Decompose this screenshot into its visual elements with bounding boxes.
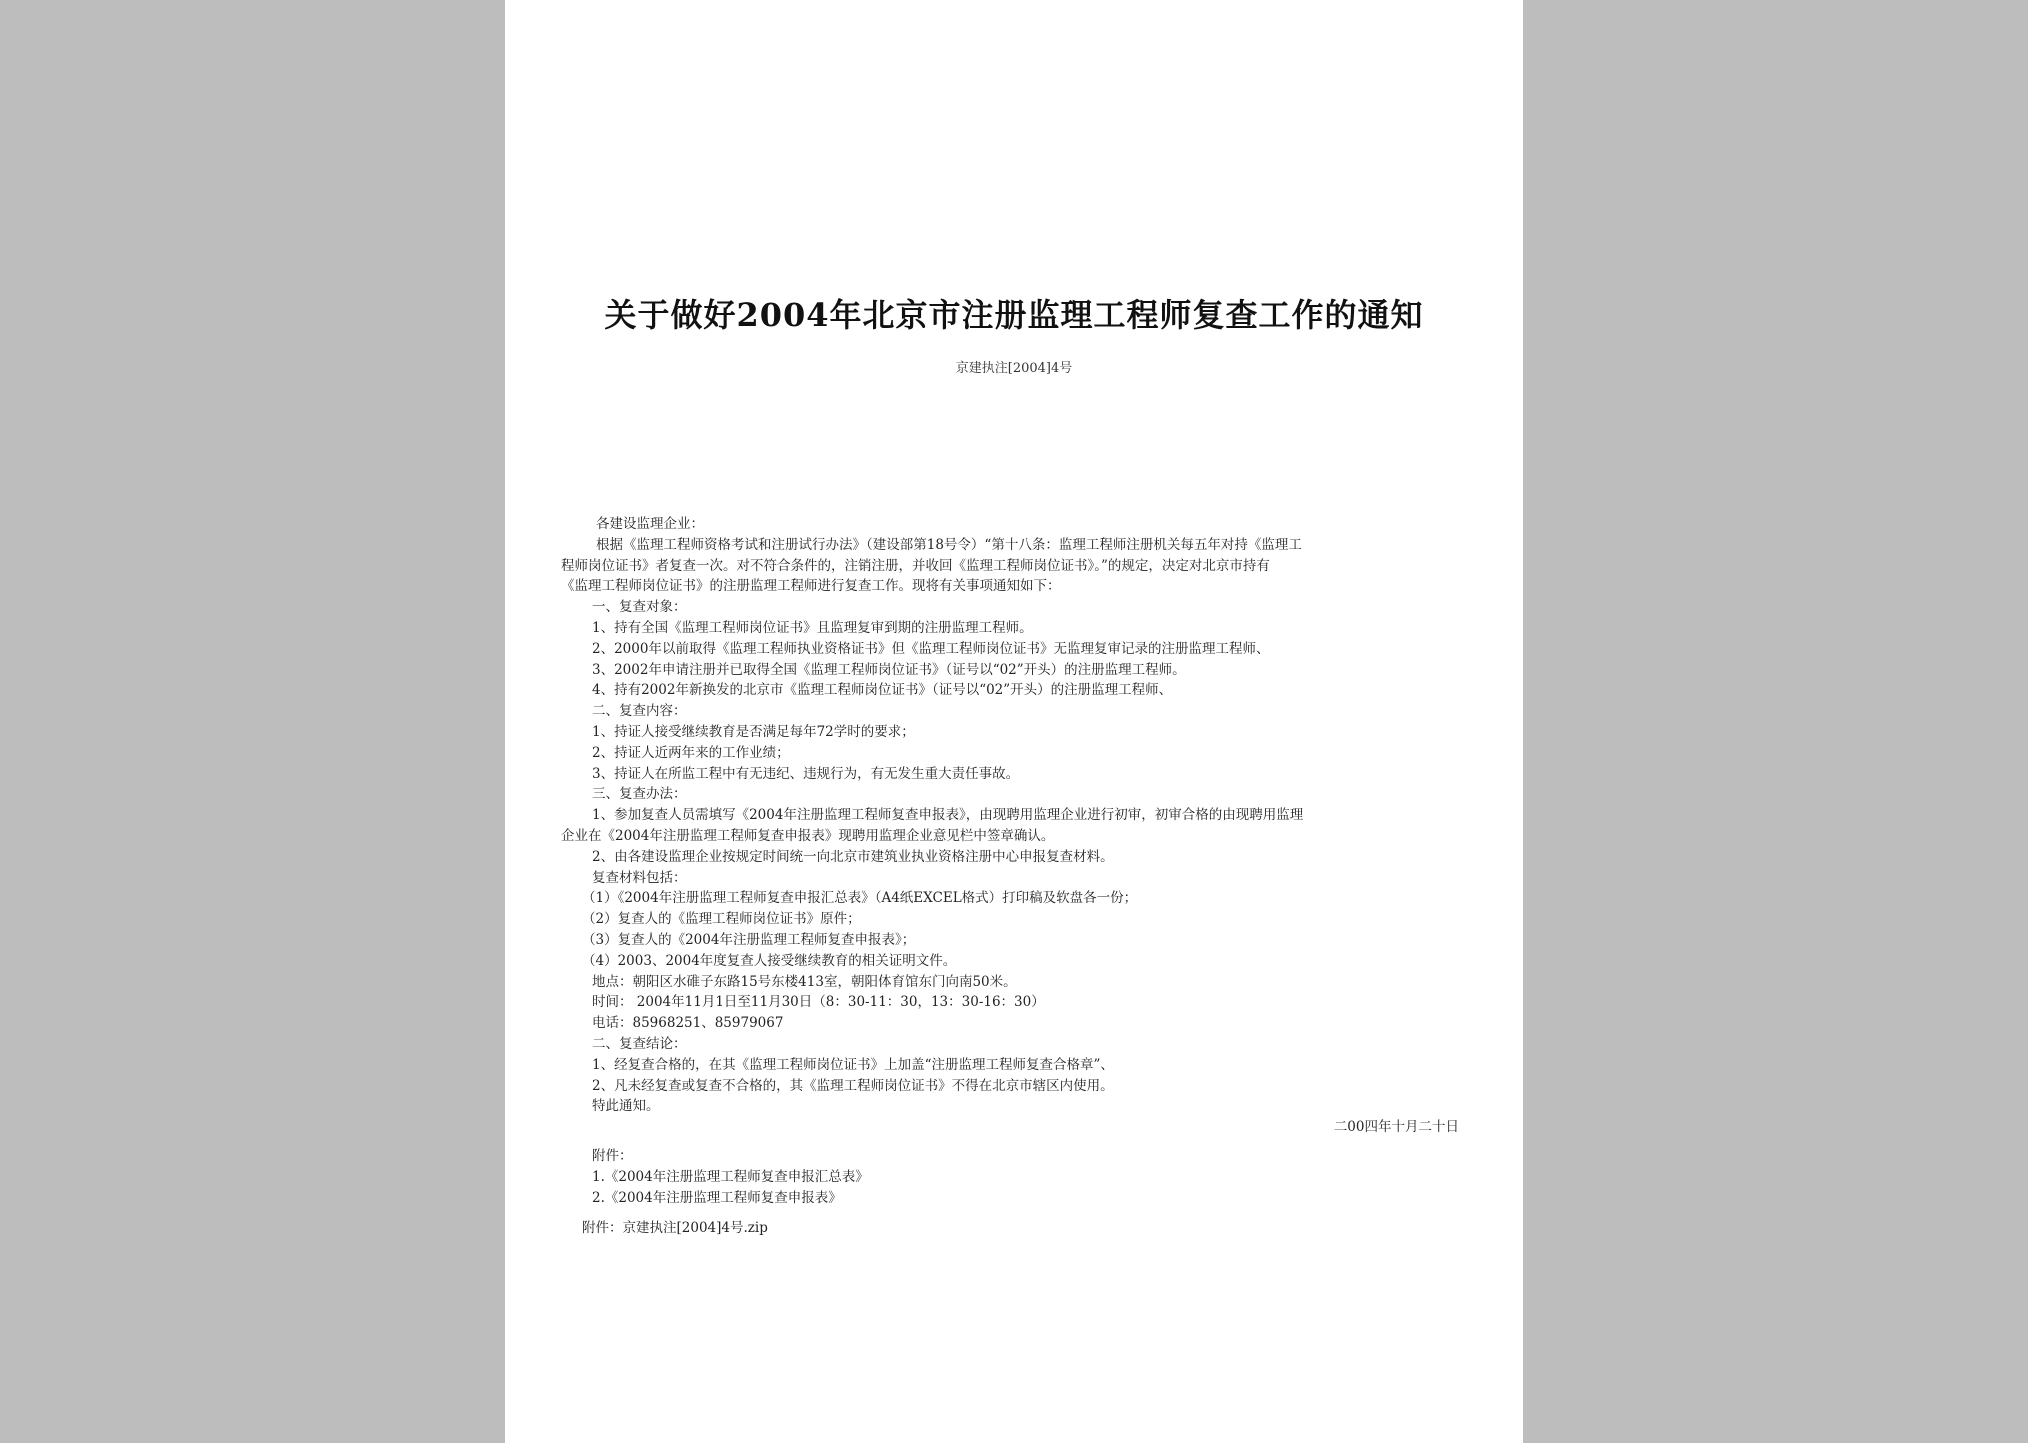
salutation: 各建设监理企业： <box>596 516 704 532</box>
section-heading: 二、复查结论： <box>592 1035 687 1052</box>
list-item: 2、2000年以前取得《监理工程师执业资格证书》但《监理工程师岗位证书》无监理复审记录的注册监理工程师、 <box>592 640 1270 657</box>
document-page <box>505 0 1523 1443</box>
list-item: 3、2002年申请注册并已取得全国《监理工程师岗位证书》（证号以“02”开头）的注册监理工程师。 <box>592 661 1186 678</box>
list-item: 1、持证人接受继续教育是否满足每年72学时的要求； <box>592 723 915 740</box>
document-number: 京建执注[2004]4号 <box>955 361 1073 376</box>
list-item: 企业在《2004年注册监理工程师复查申报表》现聘用监理企业意见栏中签章确认。 <box>561 827 1055 844</box>
intro-line: 程师岗位证书》者复查一次。对不符合条件的，注销注册，并收回《监理工程师岗位证书》。”的规定，决定对北京市持有 <box>561 557 1270 574</box>
list-item: 3、持证人在所监工程中有无违纪、违规行为，有无发生重大责任事故。 <box>592 765 1020 782</box>
location: 地点：朝阳区水碓子东路15号东楼413室，朝阳体育馆东门向南50米。 <box>592 973 1017 990</box>
attachments-heading: 附件： <box>592 1147 633 1164</box>
file-attachment-link[interactable]: 附件：京建执注[2004]4号.zip <box>582 1220 768 1237</box>
section-heading: 三、复查办法： <box>592 786 687 803</box>
document-title: 关于做好2004年北京市注册监理工程师复查工作的通知 <box>604 296 1424 334</box>
list-item: 1、持有全国《监理工程师岗位证书》且监理复审到期的注册监理工程师。 <box>592 619 1033 636</box>
closing: 特此通知。 <box>592 1098 660 1115</box>
material-item: （1）《2004年注册监理工程师复查申报汇总表》（A4纸EXCEL格式）打印稿及软盘各一份； <box>582 890 1138 907</box>
document-body <box>561 514 1467 1239</box>
attachment-item: 1.《2004年注册监理工程师复查申报汇总表》 <box>592 1168 869 1185</box>
list-item: 2、凡未经复查或复查不合格的，其《监理工程师岗位证书》不得在北京市辖区内使用。 <box>592 1077 1114 1094</box>
materials-heading: 复查材料包括： <box>592 869 687 886</box>
material-item: （4）2003、2004年度复查人接受继续教育的相关证明文件。 <box>582 952 957 969</box>
section-heading: 二、复查内容： <box>592 703 687 720</box>
intro-line: 根据《监理工程师资格考试和注册试行办法》（建设部第18号令）“第十八条：监理工程师注册机关每五年对持《监理工 <box>596 536 1302 553</box>
material-item: （3）复查人的《2004年注册监理工程师复查申报表》； <box>582 931 916 948</box>
list-item: 1、参加复查人员需填写《2004年注册监理工程师复查申报表》，由现聘用监理企业进行初审，初审合格的由现聘用监理 <box>592 807 1304 824</box>
material-item: （2）复查人的《监理工程师岗位证书》原件； <box>582 911 861 928</box>
section-heading: 一、复查对象： <box>592 599 687 616</box>
attachment-item: 2.《2004年注册监理工程师复查申报表》 <box>592 1189 842 1206</box>
time: 时间： 2004年11月1日至11月30日（8：30-11：30，13：30-16：30） <box>592 994 1045 1011</box>
list-item: 1、经复查合格的，在其《监理工程师岗位证书》上加盖“注册监理工程师复查合格章”、 <box>592 1056 1114 1073</box>
document-date: 二00四年十月二十日 <box>1333 1119 1459 1136</box>
intro-line: 《监理工程师岗位证书》的注册监理工程师进行复查工作。现将有关事项通知如下： <box>561 578 1061 595</box>
list-item: 4、持有2002年新换发的北京市《监理工程师岗位证书》（证号以“02”开头）的注册监理工程师、 <box>592 682 1173 699</box>
list-item: 2、持证人近两年来的工作业绩； <box>592 744 790 761</box>
list-item: 2、由各建设监理企业按规定时间统一向北京市建筑业执业资格注册中心申报复查材料。 <box>592 848 1114 865</box>
phone: 电话：85968251、85979067 <box>592 1015 784 1032</box>
